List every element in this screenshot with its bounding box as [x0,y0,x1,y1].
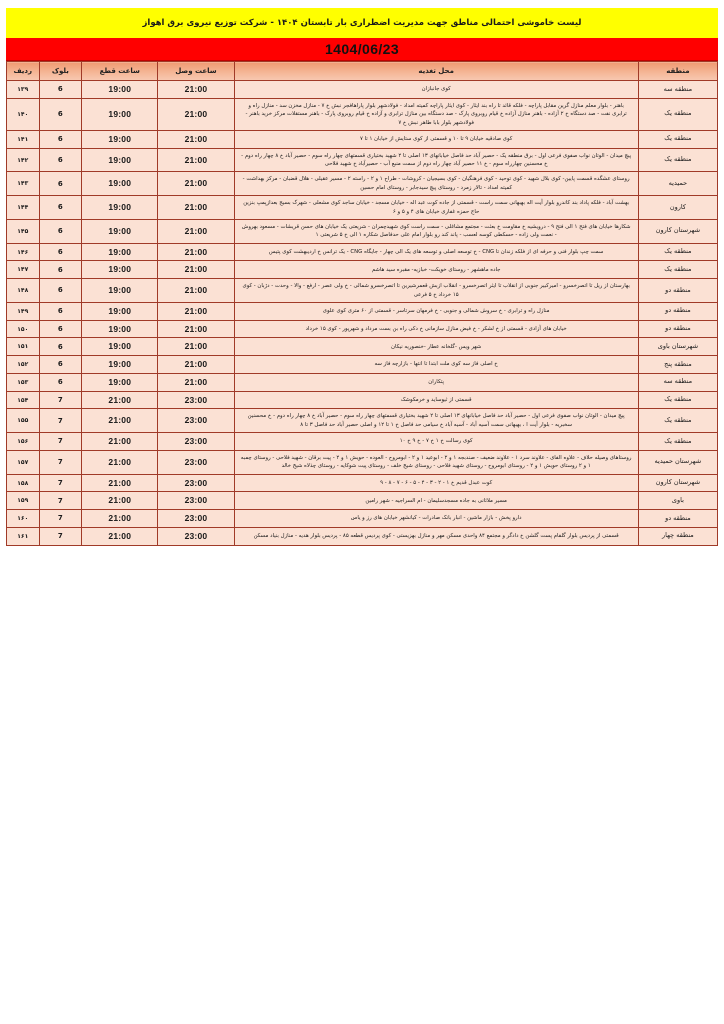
cell-off: 21:00 [82,450,158,474]
table-row [7,510,718,528]
cell-on: 21:00 [158,373,234,391]
table-row [7,98,718,130]
cell-off: 19:00 [82,320,158,338]
table-row [7,279,718,303]
cell-region: منطقه یک [638,409,717,433]
cell-region: منطقه دو [638,510,717,528]
cell-on: 23:00 [158,527,234,545]
cell-on: 23:00 [158,492,234,510]
cell-radif: ۱۴۴ [7,196,40,220]
table-body [7,81,718,546]
cell-block: 6 [39,320,82,338]
cell-off: 21:00 [82,527,158,545]
cell-off: 21:00 [82,391,158,409]
page-title: لیست خاموشی احتمالی مناطق جهت مدیریت اضطراری بار تابستان ۱۴۰۴ - شرکت توزیع نیروی برق اهواز [142,18,582,28]
table-row [7,302,718,320]
cell-address: منازل راه و ترابری - خ سروش شمالی و جنوبی - خ فرمهان سرتاسر - قسمتی از ۶۰ متری کوی علوی [234,302,638,320]
cell-radif: ۱۴۲ [7,148,40,172]
cell-address: کوی رسالت خ ۱ خ ۷ - خ ۹ خ ۱۰ [234,433,638,451]
col-header-on: ساعت وصل [158,62,234,81]
cell-on: 21:00 [158,279,234,303]
cell-off: 19:00 [82,243,158,261]
cell-radif: ۱۳۹ [7,81,40,99]
cell-on: 23:00 [158,474,234,492]
cell-region: حمیدیه [638,172,717,196]
cell-off: 19:00 [82,172,158,196]
cell-block: 6 [39,373,82,391]
cell-block: 6 [39,338,82,356]
cell-on: 21:00 [158,196,234,220]
cell-on: 21:00 [158,356,234,374]
col-header-off: ساعت قطع [82,62,158,81]
cell-off: 19:00 [82,356,158,374]
cell-off: 19:00 [82,81,158,99]
cell-address: پیچ میدان - الوتان نواب صفوی فرعی اول - حصیر آباد حد فاصل خیابانهای ۱۳ اصلی تا ۲ شهید بختیاری قسمتهای چهار راه سوم - حصیر آباد خ ۸ چهار راه دوم - خ محسنین سخبریه - بلوار آیت ا ، بهبهانی سمت آسیه آباد - آسیه آباد خ سیامی حد فاصل خ ۱ تا ۱۲ و اصلی حصیر آباد حد فاصل ۳ تا ۸ [234,409,638,433]
cell-on: 23:00 [158,391,234,409]
table-row [7,474,718,492]
table-row [7,492,718,510]
table-row [7,527,718,545]
table-row [7,433,718,451]
cell-region: منطقه چهار [638,527,717,545]
cell-address: دارو پخش - بازار ماشین - انبار بانک صادرات - کیانشهر خیابان های رز و یاس [234,510,638,528]
cell-block: 6 [39,243,82,261]
cell-off: 21:00 [82,474,158,492]
cell-block: 6 [39,172,82,196]
cell-block: 6 [39,196,82,220]
cell-radif: ۱۵۰ [7,320,40,338]
col-header-radif: ردیف [7,62,40,81]
cell-on: 23:00 [158,510,234,528]
cell-region: منطقه پنج [638,356,717,374]
cell-block: 6 [39,219,82,243]
cell-on: 21:00 [158,219,234,243]
cell-on: 21:00 [158,98,234,130]
cell-block: 7 [39,391,82,409]
cell-on: 21:00 [158,81,234,99]
cell-on: 21:00 [158,338,234,356]
cell-address: سمت چپ بلوار فنی و حرفه ای از فلکه زندان تا CNG - خ توسعه اصلی و توسعه های یک الی چهار - جایگاه CNG - یک ترانس خ اردیبهشت کوی پتیس [234,243,638,261]
cell-on: 21:00 [158,320,234,338]
table-row [7,219,718,243]
table-row [7,148,718,172]
table-row [7,81,718,99]
cell-region: منطقه دو [638,302,717,320]
table-row [7,320,718,338]
table-row [7,130,718,148]
cell-off: 19:00 [82,261,158,279]
cell-region: منطقه یک [638,98,717,130]
cell-block: 6 [39,356,82,374]
table-row [7,409,718,433]
cell-region: منطقه یک [638,391,717,409]
cell-radif: ۱۵۶ [7,433,40,451]
cell-block: 7 [39,409,82,433]
cell-address: جاده ماهشهر - روستای خویکت- خبازیه- مقبره سید هاشم [234,261,638,279]
cell-region: شهرستان کارون [638,219,717,243]
cell-address: روستاهای وصیله حلاف - علاوه الفای - علاوند سرد ۱ - علاوند ضعیف - صندبجه ۱ و ۲ - ابوعید ۱ و ۲ - ابومروح - العوده - حویش ۱ و ۲ - پیت برقان - شهید فلاحی - روستای چمبه ۱ و ۲ روستای حویش ۱ و ۲ - روستای ابومروح - روستای شهید فلاحی - روستای شیخ خلف - روستای پیت شوکایه - روستای چذلاه شیخ خالد [234,450,638,474]
cell-block: 7 [39,510,82,528]
cell-region: شهرستان باوی [638,338,717,356]
table-row [7,450,718,474]
cell-address: شکارها خیابان های فتح ۱ الی فتح ۹ - درویشیه خ مقاومت خ بعثت - مجتمع مشاغلی - سمت راست کوی شهیدچمران - شریعتی یک خیابان های حسن قریشات - مسعود بهروش - نعمت ولی زاده - حسکطی کوسه لعسب - پاند کند رو بلوار امام علی حدفاصل شکاره ۱ الی خ ۵ شریعتی ۱ [234,219,638,243]
cell-region: منطقه دو [638,320,717,338]
cell-address: پیچ میدان - الوتان نواب صفوی فرعی اول - برق منطقه یک - حصیر آباد حد فاصل خیابانهای ۱۳ اصلی تا ۲ شهید بختیاری قسمتهای چهار راه سوم - حصیر آباد خ ۸ چهار راه دوم - خ محسنین چهارراه سوم - خ ۱۱ حصیر آباد چهار راه دوم از سمت منبع آب - حصیرآباد خ شهید فلاحی [234,148,638,172]
cell-radif: ۱۵۵ [7,409,40,433]
table-row [7,196,718,220]
cell-radif: ۱۴۹ [7,302,40,320]
cell-on: 21:00 [158,130,234,148]
cell-off: 19:00 [82,98,158,130]
table-row [7,261,718,279]
cell-radif: ۱۶۰ [7,510,40,528]
cell-region: کارون [638,196,717,220]
cell-radif: ۱۵۸ [7,474,40,492]
table-row [7,356,718,374]
table-row [7,391,718,409]
cell-region: شهرستان حمیدیه [638,450,717,474]
col-header-region: منطقه [638,62,717,81]
cell-block: 7 [39,474,82,492]
cell-address: روستای عشگده قسمت پایین- کوی بلال شهید - کوی توحید - کوی فرهنگیان - کوی بسیجیان - کروشات - طراح ۱ و ۲ - راسته ۲ - مسیر عقیلی - هلال قضبان - مرکز بهداشت - کمیته امداد - تالار زمرد - روستای پیچ سیدجابر - روستای امام حسین [234,172,638,196]
cell-radif: ۱۴۷ [7,261,40,279]
cell-address: شهر ویس -گلخانه عطار -خنصوریه نیکان [234,338,638,356]
schedule-date: 1404/06/23 [324,41,400,57]
cell-radif: ۱۵۳ [7,373,40,391]
cell-region: منطقه یک [638,148,717,172]
cell-address: خیابان های آزادی - قسمتی از خ لشکر - خ فیض منازل سازمانی خ دکی راه بن بست مرداد و شهرپور - کوی ۱۵ خرداد [234,320,638,338]
outage-table [6,61,718,546]
cell-region: منطقه سه [638,81,717,99]
cell-radif: ۱۴۸ [7,279,40,303]
cell-off: 19:00 [82,148,158,172]
cell-radif: ۱۴۳ [7,172,40,196]
cell-address: پتکاران [234,373,638,391]
cell-on: 23:00 [158,433,234,451]
cell-radif: ۱۵۴ [7,391,40,409]
cell-radif: ۱۵۹ [7,492,40,510]
cell-address: بهارستان از ریل تا اتصرخسرو - امیرکبیر جنوبی از انقلاب تا ایثر اتصرخسرو - انقلاب ازبش قعمرشیرین تا اتصرخسرو شمالی - خ ولی عصر - ارفع - والا - وحدت - دژبان - کوی ۱۵ خرداد خ ۵ فرعی [234,279,638,303]
cell-block: 7 [39,527,82,545]
cell-off: 19:00 [82,219,158,243]
table-row [7,338,718,356]
cell-off: 19:00 [82,302,158,320]
cell-radif: ۱۵۲ [7,356,40,374]
cell-address: قسمتی از پردیس بلوار گلفام پست گلشن خ دادگر و مجتمع ۸۴ واحدی مسکن مهر و منازل بهزیستی - کوی پردیس قطعه ۸۵ - پردیس بلوار هدیه - منازل بنیاد مسکن [234,527,638,545]
cell-on: 23:00 [158,409,234,433]
cell-address: بهشت آباد - فلکه پاداد بند کاندرو بلوار آیت اله بهبهانی سمت راست - قسمتی از جاده کوت عبد اله - خیابان مسجد - خیابان ساجد کوی مشعلی - شهرک بسیج بعدازپمپ بنزین حاج حمزه غفاری خیابان های ۴ و ۵ و ۶ [234,196,638,220]
date-banner [6,38,718,61]
cell-region: منطقه یک [638,130,717,148]
cell-region: منطقه یک [638,243,717,261]
table-header-row [7,62,718,81]
cell-off: 19:00 [82,373,158,391]
cell-block: 6 [39,261,82,279]
col-header-address: محل تغذیه [234,62,638,81]
table-row [7,243,718,261]
cell-address: قسمتی از ثیوساید و خرمکوشک [234,391,638,409]
cell-block: 7 [39,450,82,474]
cell-block: 6 [39,98,82,130]
cell-block: 6 [39,81,82,99]
cell-on: 21:00 [158,243,234,261]
cell-on: 21:00 [158,302,234,320]
cell-off: 19:00 [82,338,158,356]
cell-address: کوت عبدل قدیم خ ۱ - ۲ - ۳ - ۴ - ۵ - ۶ - ۷ - ۸ - ۹ [234,474,638,492]
cell-off: 19:00 [82,130,158,148]
cell-block: 7 [39,492,82,510]
cell-off: 21:00 [82,409,158,433]
cell-region: منطقه یک [638,261,717,279]
cell-block: 6 [39,130,82,148]
cell-radif: ۱۶۱ [7,527,40,545]
cell-radif: ۱۴۵ [7,219,40,243]
cell-radif: ۱۵۱ [7,338,40,356]
cell-off: 19:00 [82,196,158,220]
cell-address: خ اصلی فاز سه کوی ملت ابتدا تا انتها - بازارچه فاز سه [234,356,638,374]
cell-radif: ۱۵۷ [7,450,40,474]
table-row [7,172,718,196]
table-header [7,62,718,81]
cell-on: 21:00 [158,261,234,279]
cell-off: 21:00 [82,433,158,451]
cell-address: باهنر - بلوار معلم منازل گرین مقابل پاراچه - فلکه قائد تا راه بند ایثار - کوی ایثار پاراچه کمیته امداد - فولادشهر بلوار پاراهافجر نبش خ ۷ - منازل مخزن سد - منازل راه و ترابری نفت - صد دستگاه خ ۲ آزاده - باهنر منازل آزاده خ قیام روبروی پارک - صد دستگاه بین منازل ترابری و آزاده خ قیام روبروی پارک - باهنر مستقلات مرکز خرید باهنر - فولادشهر بلوار بابا طاهر نبش خ ۷ [234,98,638,130]
cell-off: 19:00 [82,279,158,303]
cell-region: منطقه سه [638,373,717,391]
cell-address: کوی صادقیه خیابان ۹ تا ۱۰ و قسمتی از کوی ستایش از خیابان ۱ تا ۷ [234,130,638,148]
cell-region: شهرستان کارون [638,474,717,492]
cell-on: 21:00 [158,148,234,172]
cell-block: 6 [39,279,82,303]
cell-radif: ۱۴۶ [7,243,40,261]
cell-region: باوی [638,492,717,510]
cell-radif: ۱۴۱ [7,130,40,148]
cell-block: 7 [39,433,82,451]
cell-block: 6 [39,302,82,320]
cell-radif: ۱۴۰ [7,98,40,130]
cell-region: منطقه دو [638,279,717,303]
title-banner [6,8,718,38]
cell-region: منطقه یک [638,433,717,451]
cell-block: 6 [39,148,82,172]
col-header-block: بلوک [39,62,82,81]
cell-address: مسیر ملاثانی به جاده مسجدسلیمان - ام السراجیه - شهر رامین [234,492,638,510]
cell-on: 23:00 [158,450,234,474]
cell-off: 21:00 [82,510,158,528]
cell-address: کوی جانبازان [234,81,638,99]
cell-off: 21:00 [82,492,158,510]
cell-on: 21:00 [158,172,234,196]
table-row [7,373,718,391]
